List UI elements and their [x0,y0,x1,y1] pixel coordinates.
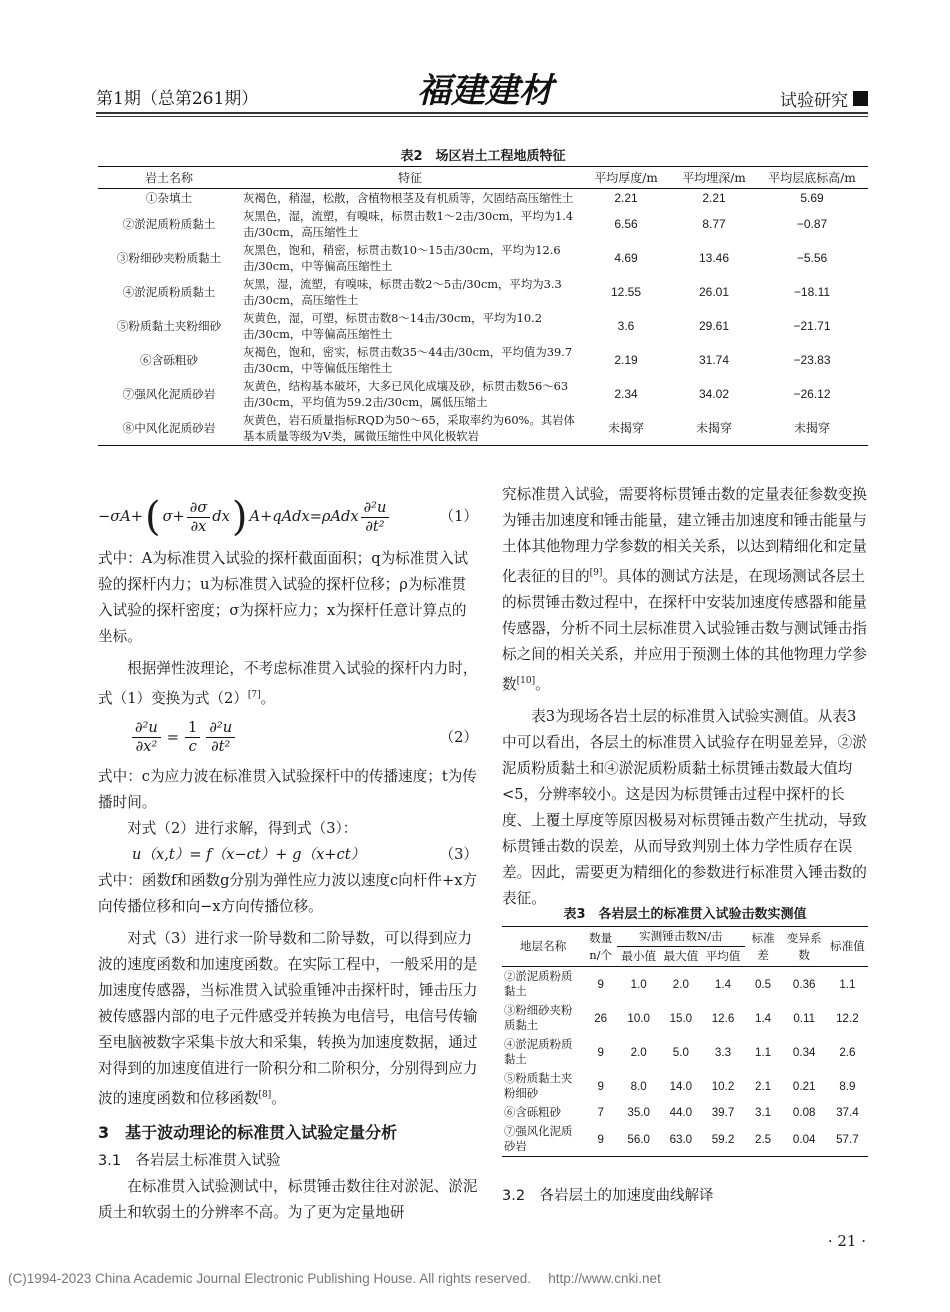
paragraph-solve: 对式（2）进行求解，得到式（3）： [127,819,358,837]
table3-header-min: 最小值 [617,947,660,967]
table3-header-row-1 [502,927,868,947]
table3-cell-std: 2.5 [745,1122,782,1157]
table2-cell-elevation: −21.71 [793,319,831,333]
table2-header-thickness: 平均厚度/m [580,167,672,189]
table3-cell-std: 1.4 [755,1011,772,1025]
table3-cell-sv: 57.7 [827,1122,868,1157]
table2-cell-thickness: 2.34 [614,387,638,401]
page-number: · 21 · [827,1232,866,1250]
table3-cell-cv: 0.11 [793,1011,816,1025]
paragraph-eq3-notes: 式中：函数f和函数g分别为弹性应力波以速度c向杆件+x方向传播位移和向−x方向传播位移。 [98,871,478,915]
table2-cell-desc: 灰黑色，饱和，稍密，标贯击数10～15击/30cm，平均为12.6击/30cm，中等偏高压缩性土 [243,243,561,273]
table3-header-standard: 标准值 [827,927,868,967]
table2-header-name: 岩土名称 [98,167,240,189]
equation-3 [98,842,478,868]
table2-cell-depth: 8.77 [702,217,726,231]
table2-cell-desc: 灰黄色，湿，可塑，标贯击数8～14击/30cm，平均为10.2击/30cm，中等偏高压缩性土 [243,311,543,341]
table2-cell-depth: 2.21 [702,191,726,205]
table3-cell-avg: 3.3 [714,1045,732,1059]
table3-cell-n: 9 [597,1045,604,1059]
table3-cell-n: 26 [594,1011,608,1025]
table2-cell-elevation: 未揭穿 [756,411,868,446]
right-column [502,482,868,912]
table3-header-cv: 变异系数 [782,927,827,967]
table3-row [502,1103,868,1122]
table3-cell-max: 14.0 [669,1079,693,1093]
paragraph-sensor: 对式（3）进行求一阶导数和二阶导数，可以得到应力波的速度函数和加速度函数。在实际工程中，一般采用的是加速度传感器，当标准贯入试验重锤冲击探杆时，锤击压力被传感器内部的电子元件感受并转换为电信号，电信号传输至电脑被数字采集卡放大和采集，转换为加速度数据，通过对得到的加速度值进行一阶积分和二阶积分，分别得到应力波的速度函数和位移函数[8]。 [98,929,478,1107]
table3-cell-n: 9 [597,1079,604,1093]
table2-cell-depth: 31.74 [698,353,730,367]
table2 [98,166,868,446]
table2-cell-name: ③粉细砂夹粉质黏土 [116,251,222,265]
table2-cell-name: ④淤泥质粉质黏土 [122,285,216,299]
table3-cell-n: 9 [597,977,604,991]
table2-cell-elevation: −0.87 [796,217,828,231]
column-title: 试验研究 [780,91,848,111]
table3-cell-std: 1.1 [755,1045,772,1059]
table3-cell-avg: 1.4 [714,977,732,991]
table2-cell-thickness: 未揭穿 [580,411,672,446]
table3-cell-name: ③粉细砂夹粉质黏土 [504,1003,573,1032]
table2-cell-name: ⑧中风化泥质砂岩 [98,411,240,446]
table3-cell-max: 63.0 [660,1122,701,1157]
table3-header-std: 标准差 [745,927,782,967]
table3-cell-min: 35.0 [627,1106,650,1119]
table3-cell-name: ⑥含砾粗砂 [504,1105,561,1119]
table3-cell-n: 9 [584,1122,617,1157]
table2-cell-depth: 26.01 [698,285,730,299]
table2-cell-depth: 未揭穿 [672,411,756,446]
copyright-footer: (C)1994-2023 China Academic Journal Electronic Publishing House. All rights reserved. http://www.cnki.net [8,1271,661,1286]
table3-cell-max: 5.0 [672,1045,689,1059]
table3-cell-sv: 2.6 [839,1045,856,1059]
table3-cell-cv: 0.04 [782,1122,827,1157]
table3-cell-sv: 37.4 [836,1106,859,1119]
table3-cell-n: 7 [597,1106,604,1119]
table2-cell-thickness: 6.56 [614,217,638,231]
table3-cell-std: 0.5 [755,977,772,991]
table2-cell-desc: 灰褐色，稍湿，松散，含植物根茎及有机质等，欠固结高压缩性土 [243,191,574,205]
table2-cell-name: ②淤泥质粉质黏土 [122,217,216,231]
table3-header-avg: 平均值 [701,947,744,967]
table3-row [502,1001,868,1035]
table3-cell-name: ④淤泥质粉质黏土 [504,1037,573,1066]
equation-1: −σA+ ( σ+ $\frac{\partial\sigma}{\partial x}$ dx ) A+qAdx=ρAdx $\frac{\text{∂²u}}{\text{∂t²}}$ （1） [98,494,478,540]
table3-header-group: 实测锤击数N/击 [617,927,744,947]
table3-cell-std: 3.1 [755,1106,772,1119]
table2-row [98,207,868,241]
table2-cell-name: ⑤粉质黏土夹粉细砂 [116,319,222,333]
table3-cell-sv: 8.9 [839,1079,856,1093]
table3-row [502,967,868,1002]
table2-row [98,189,868,208]
table2-cell-name: ①杂填土 [145,191,193,205]
equation-1-number: （1） [439,508,478,525]
table3-cell-min: 10.0 [627,1011,650,1025]
issue-number: 第1期（总第261期） [96,89,259,109]
table2-cell-desc: 灰黄色，岩石质量指标RQD为50～65，采取率约为60%。其岩体基本质量等级为V类，属微压缩性中风化极软岩 [240,411,580,446]
table3-caption: 表3 各岩层土的标准贯入试验击数实测值 [563,907,807,922]
header-rule [96,112,868,114]
table3-row [502,1035,868,1069]
table2-cell-depth: 34.02 [698,387,730,401]
table3-cell-avg: 10.2 [711,1079,735,1093]
table2-header-row [98,167,868,189]
table2-cell-desc: 灰黑色，湿，流塑，有嗅味，标贯击数1～2击/30cm，平均为1.4击/30cm，高压缩性土 [243,209,574,239]
table3-cell-max: 2.0 [672,977,689,991]
table2-row [98,377,868,411]
table2-row [98,343,868,377]
paragraph-eq1-notes: 式中：A为标准贯入试验的探杆截面面积；q为标准贯入试验的探杆内力；u为标准贯入试验的探杆位移；ρ为标准贯入试验的探杆密度；σ为探杆应力；x为探杆任意计算点的坐标。 [98,550,469,645]
paragraph-table3-analysis: 表3为现场各岩土层的标准贯入试验实测值。从表3中可以看出，各层土的标准贯入试验存在明显差异，②淤泥质粉质黏土和④淤泥质粉质黏土标贯锤击数最大值均<5，分辨率较小。这是因为标贯锤击过程中探杆的长度、上覆土厚度等原因极易对标贯锤击数产生扰动，导致标贯锤击数的误差，从而导致判别土体力学性质存在误差。因此，需要更为精细化的参数进行标准贯入锤击数的表征。 [502,707,867,907]
table3-cell-max: 44.0 [669,1106,693,1119]
table3-row [502,1069,868,1103]
table3-cell-min: 8.0 [630,1079,647,1093]
left-column [98,488,478,1226]
table2-cell-depth: 13.46 [698,251,730,265]
paragraph-spt-test: 在标准贯入试验测试中，标贯锤击数往往对淤泥、淤泥质土和软弱土的分辨率不高。为了更为定量地研 [98,1177,478,1221]
table2-cell-desc: 灰黑，湿，流塑，有嗅味，标贯击数2～5击/30cm，平均为3.3击/30cm，高压缩性土 [243,277,562,307]
journal-logo-text: 福建建材 [417,71,553,111]
table3-cell-cv: 0.36 [792,977,816,991]
equation-3-number: （3） [439,845,478,863]
table2-row [98,241,868,275]
table3-cell-name: ②淤泥质粉质黏土 [504,969,573,998]
table2-cell-depth: 29.61 [698,319,730,333]
table3-cell-min: 1.0 [630,977,647,991]
table2-cell-elevation: −23.83 [793,353,831,367]
table3-cell-min: 2.0 [630,1045,647,1059]
paragraph-quantify: 究标准贯入试验，需要将标贯锤击数的定量表征参数变换为锤击加速度和锤击能量，建立锤击加速度和锤击能量与土体其他物理力学参数的相关关系，以达到精细化和定量化表征的目的[9]。具体的测试方法是，在现场测试各层土的标贯锤击数过程中，在探杆中安装加速度传感器和能量传感器，分析不同土层标准贯入试验锤击数与测试锤击指标之间的相关关系，并应用于预测土体的其他物理力学参数[10]。 [502,486,867,693]
table3-cell-std: 2.1 [755,1079,772,1093]
table3-header-layer: 地层名称 [502,927,584,967]
table2-cell-thickness: 4.69 [614,251,638,265]
table2-cell-elevation: −26.12 [793,387,831,401]
table3-cell-sv: 12.2 [836,1011,859,1025]
table2-cell-thickness: 3.6 [617,319,635,333]
table2-row [98,275,868,309]
table2-cell-elevation: −5.56 [796,251,828,265]
section-3-heading: 3 基于波动理论的标准贯入试验定量分析 [98,1122,398,1142]
square-marker-icon [853,91,868,106]
paragraph-eq2-notes: 式中：c为应力波在标准贯入试验探杆中的传播速度；t为传播时间。 [98,767,477,811]
table2-row [98,309,868,343]
table3 [502,926,868,1157]
table3-cell-min: 56.0 [617,1122,660,1157]
table2-header-desc: 特征 [240,167,580,189]
table2-cell-name: ⑥含砾粗砂 [140,353,198,367]
table3-cell-avg: 39.7 [711,1106,735,1119]
table2-cell-thickness: 2.21 [614,191,638,205]
table2-cell-name: ⑦强风化泥质砂岩 [122,387,216,401]
table3-header-count: 数量n/个 [584,927,617,967]
table3-header-max: 最大值 [660,947,701,967]
table2-cell-thickness: 12.55 [610,285,642,299]
paragraph-wave-theory: 根据弹性波理论，不考虑标准贯入试验的探杆内力时，式（1）变换为式（2）[7]。 [98,660,478,707]
table3-cell-name: ⑦强风化泥质砂岩 [502,1122,584,1157]
header-rule-thin [96,116,868,117]
table3-cell-max: 15.0 [669,1011,693,1025]
table3-cell-avg: 59.2 [701,1122,744,1157]
table3-cell-cv: 0.21 [792,1079,816,1093]
table2-cell-desc: 灰褐色，饱和，密实，标贯击数35～44击/30cm，平均值为39.7击/30cm，中等偏低压缩性土 [243,345,573,375]
table2-header-elevation: 平均层底标高/m [756,167,868,189]
table2-caption: 表2 场区岩土工程地质特征 [400,149,566,164]
table3-cell-name: ⑤粉质黏土夹粉细砂 [504,1071,573,1100]
journal-logo [400,64,570,114]
table3-cell-sv: 1.1 [839,977,856,991]
table3-cell-avg: 12.6 [711,1011,735,1025]
equation-3-body: u（x,t）= f（x−ct）+ g（x+ct） [132,845,366,863]
section-3-2-heading: 3.2 各岩层土的加速度曲线解译 [502,1188,714,1204]
column-label [780,86,868,111]
table2-cell-desc: 灰黄色，结构基本破坏，大多已风化成壤及砂，标贯击数56～63击/30cm，平均值为59.2击/30cm，属低压缩土 [243,379,569,409]
table2-header-depth: 平均埋深/m [672,167,756,189]
table2-row [98,411,868,446]
table2-cell-elevation: 5.69 [800,191,824,205]
table2-cell-thickness: 2.19 [614,353,638,367]
equation-2: $\frac{\text{∂²u}}{\text{∂x²}}$ = $\frac{1}{c}$ $\frac{\text{∂²u}}{\text{∂t²}}$ （2） [98,712,478,764]
section-3-1-heading: 3.1 各岩层土标准贯入试验 [98,1152,281,1169]
table2-cell-elevation: −18.11 [793,285,831,299]
table3-cell-cv: 0.08 [792,1106,816,1119]
equation-2-number: （2） [439,728,478,746]
table3-row [502,1122,868,1157]
table3-cell-cv: 0.34 [792,1045,816,1059]
